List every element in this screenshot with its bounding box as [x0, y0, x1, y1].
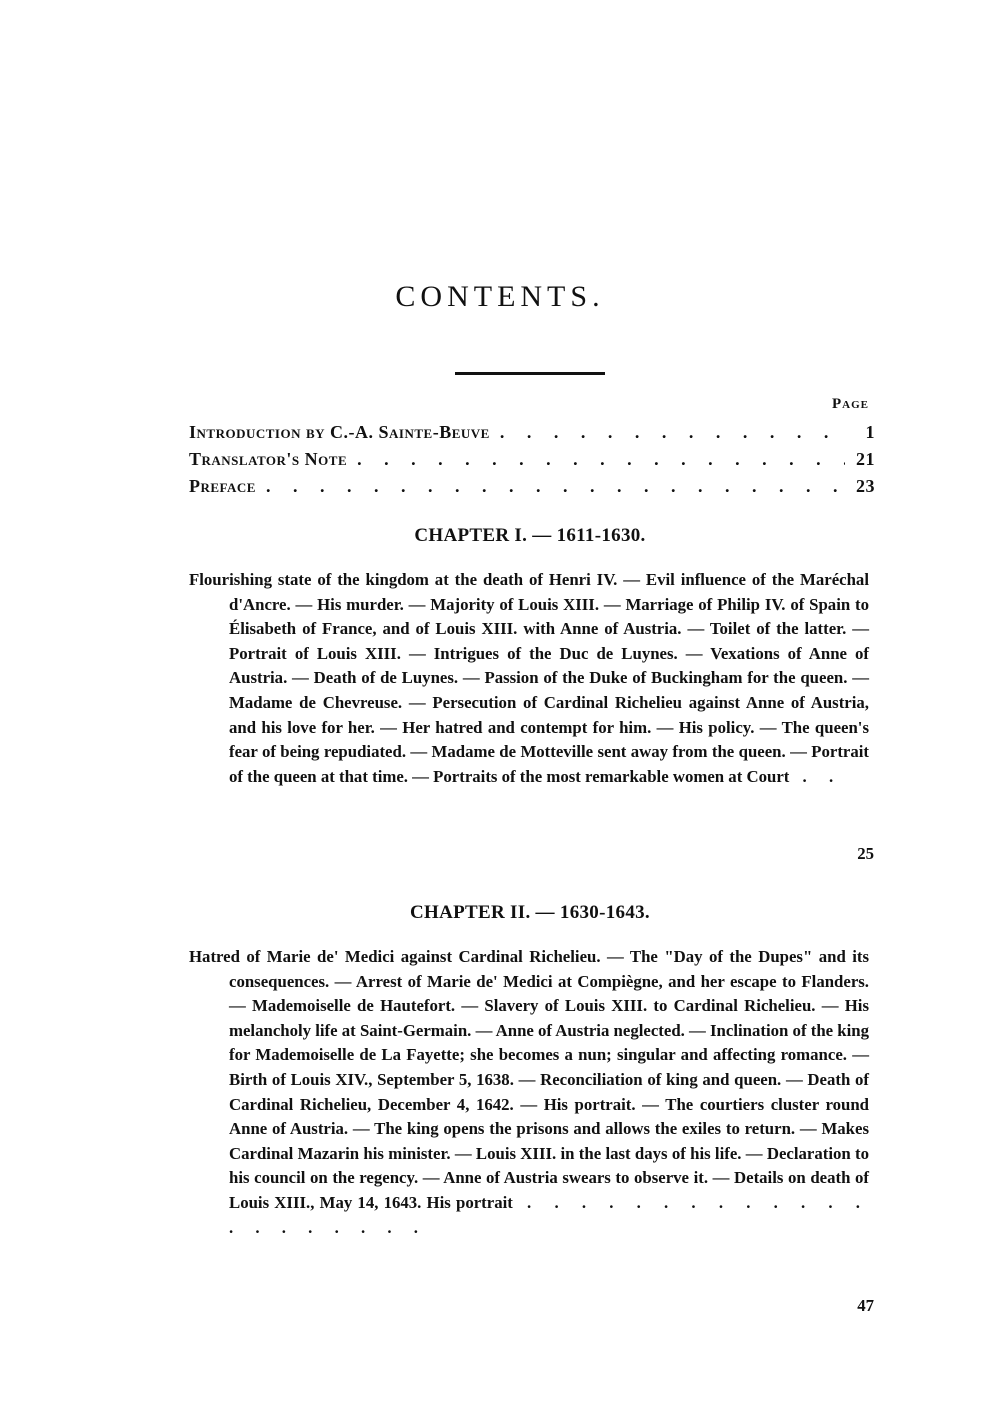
dot-leader: . . [789, 766, 843, 786]
front-matter-page: 1 [865, 422, 875, 442]
chapter-summary-text: Hatred of Marie de' Medici against Cardinal Richelieu. — The "Day of the Dupes" and its consequences. — Arrest of Marie de' Medici at Compiègne, and her escape to Flanders. — Mademoiselle de Hautefort. — Slavery of Louis XIII. to Cardinal Richelieu. — His melancholy life at Saint-Germain. — Anne of Austria neglected. — Inclination of the king for Mademoiselle de La Fayette; she becomes a nun; singular and affecting romance. — Birth of Louis XIV., September 5, 1638. — Reconciliation of king and queen. — Death of Cardinal Richelieu, December 4, 1642. — His portrait. — The courtiers cluster round Anne of Austria. — The king opens the prisons and allows the exiles to return. — Makes Cardinal Mazarin his minister. — Louis XIII. in the last days of his life. — Declaration to his council on the regency. — Anne of Austria swears to observe it. — Details on death of Louis XIII., May 14, 1643. His portrait [189, 947, 870, 1212]
chapter-heading: CHAPTER II. — 1630-1643. [410, 902, 650, 923]
dot-leader [500, 422, 845, 443]
page-column-heading: Page [832, 396, 869, 412]
front-matter-page: 21 [856, 449, 875, 469]
dot-leader [266, 476, 845, 497]
front-matter-entry [189, 449, 875, 470]
front-matter-label: Introduction by C.-A. Sainte-Beuve [189, 422, 490, 442]
dot-leader: . . . . . . . . . . . . . . . . . . . . . [229, 1192, 869, 1237]
chapter-summary [189, 568, 869, 789]
front-matter-label: Preface [189, 476, 256, 496]
front-matter-entry [189, 476, 875, 497]
front-matter-label: Translator's Note [189, 449, 348, 469]
chapter-heading: CHAPTER I. — 1611-1630. [414, 525, 646, 546]
chapter-summary [189, 945, 869, 1240]
front-matter-entry [189, 422, 875, 443]
title-rule [455, 372, 605, 375]
chapter-page: 25 [857, 844, 874, 863]
page-title: CONTENTS. [395, 280, 605, 313]
front-matter-page: 23 [856, 476, 875, 496]
chapter-page: 47 [857, 1296, 874, 1315]
dot-leader [357, 449, 845, 470]
chapter-summary-text: Flourishing state of the kingdom at the death of Henri IV. — Evil influence of the Maréchal d'Ancre. — His murder. — Majority of Louis XIII. — Marriage of Philip IV. of Spain to Élisabeth of France, and of Louis XIII. with Anne of Austria. — Toilet of the latter. — Portrait of Louis XIII. — Intrigues of the Duc de Luynes. — Vexations of Anne of Austria. — Death of de Luynes. — Passion of the Duke of Buckingham for the queen. — Madame de Chevreuse. — Persecution of Cardinal Richelieu against Anne of Austria, and his love for her. — Her hatred and contempt for him. — His policy. — The queen's fear of being repudiated. — Madame de Motteville sent away from the queen. — Portrait of the queen at that time. — Portraits of the most remarkable women at Court [189, 570, 869, 786]
